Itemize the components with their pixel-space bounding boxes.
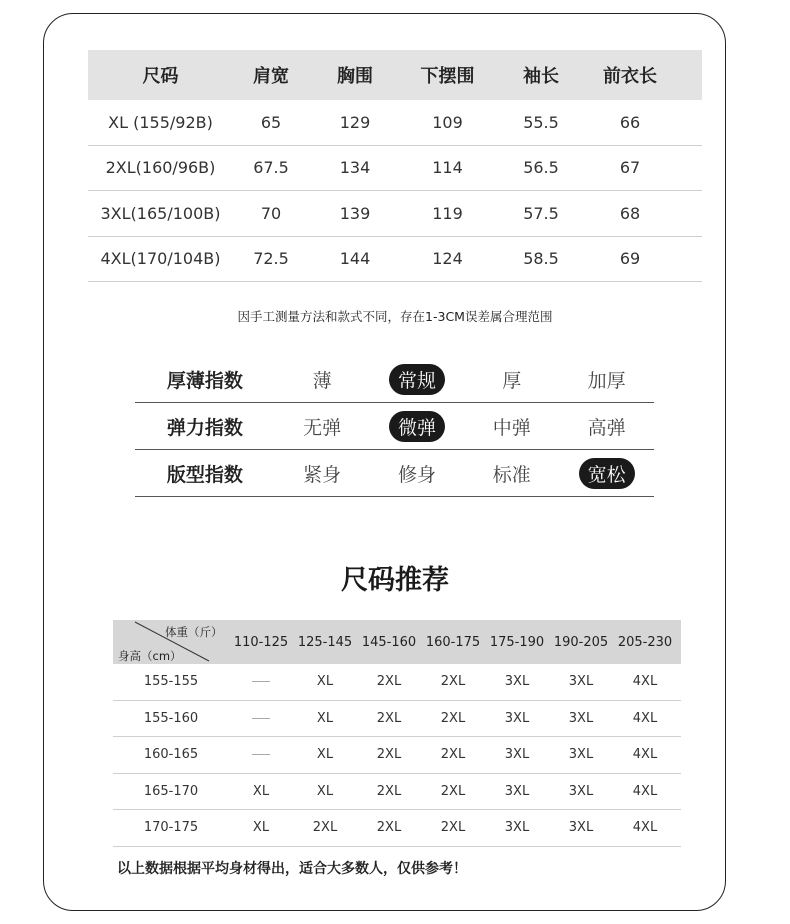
table-cell: 58.5 [523, 249, 559, 269]
size-cell: 2XL [440, 820, 466, 836]
size-cell: 2XL [440, 674, 466, 690]
table-cell: 56.5 [523, 158, 559, 178]
index-option-selected: 常规 [389, 364, 445, 395]
size-cell: 2XL [376, 674, 402, 690]
index-option-selected: 宽松 [579, 458, 635, 489]
table-cell: 69 [619, 249, 641, 269]
table-row [88, 146, 702, 192]
size-cell: 2XL [376, 710, 402, 726]
size-cell: XL [316, 783, 334, 799]
size-cell: XL [252, 820, 270, 836]
header-shoulder: 肩宽 [253, 66, 289, 87]
table-cell: 2XL(160/96B) [105, 158, 216, 178]
weight-range-header: 160-175 [425, 634, 481, 650]
weight-range-header: 125-145 [297, 634, 353, 650]
size-cell: 4XL [632, 783, 658, 799]
dash-icon [252, 718, 270, 719]
table-cell: 65 [260, 112, 282, 132]
table-cell: 109 [432, 112, 463, 132]
index-option: 修身 [397, 463, 436, 486]
fit-index-row [135, 450, 654, 497]
size-cell: 3XL [504, 820, 530, 836]
rec-table-header [113, 620, 681, 664]
table-cell: 119 [432, 203, 463, 223]
size-table-header [88, 50, 702, 100]
index-label: 厚薄指数 [166, 369, 243, 392]
size-cell: XL [252, 783, 270, 799]
size-cell: 3XL [568, 820, 594, 836]
index-option: 紧身 [303, 463, 342, 486]
size-cell: 2XL [440, 710, 466, 726]
table-row [113, 701, 681, 738]
table-row [88, 237, 702, 283]
index-option: 加厚 [587, 369, 626, 392]
size-cell: XL [316, 747, 334, 763]
table-cell: 4XL(170/104B) [100, 249, 221, 269]
disclaimer-note: 以上数据根据平均身材得出，适合大多数人，仅供参考！ [117, 861, 467, 877]
height-axis-label: 身高（cm） [118, 649, 182, 663]
size-table [88, 50, 702, 282]
header-hem: 下摆围 [420, 66, 475, 87]
table-cell: 3XL(165/100B) [100, 203, 221, 223]
size-cell: 4XL [632, 674, 658, 690]
dash-icon [252, 754, 270, 755]
header-sleeve: 袖长 [523, 66, 559, 87]
recommendation-title: 尺码推荐 [341, 565, 449, 596]
height-range-cell: 155-155 [143, 674, 199, 690]
size-cell: 4XL [632, 747, 658, 763]
table-cell: 134 [339, 158, 371, 178]
weight-range-header: 110-125 [233, 634, 289, 650]
size-cell: 3XL [568, 710, 594, 726]
index-option: 标准 [492, 463, 531, 486]
size-cell: 2XL [376, 783, 402, 799]
height-range-cell: 170-175 [143, 820, 199, 836]
table-cell: 144 [339, 249, 371, 269]
thickness-index-row [135, 356, 654, 403]
index-option: 无弹 [303, 416, 342, 439]
empty-cell-dash [229, 674, 293, 689]
weight-range-header: 145-160 [361, 634, 417, 650]
table-cell: 55.5 [523, 112, 559, 132]
measurement-note: 因手工测量方法和款式不同，存在1-3CM误差属合理范围 [237, 309, 553, 324]
elasticity-index-row [135, 403, 654, 450]
height-range-cell: 165-170 [143, 783, 199, 799]
size-cell: 2XL [312, 820, 338, 836]
size-cell: 2XL [376, 747, 402, 763]
size-cell: 3XL [504, 674, 530, 690]
header-chest: 胸围 [337, 66, 373, 87]
table-cell: 114 [432, 158, 463, 178]
size-cell: 2XL [376, 820, 402, 836]
table-row [88, 100, 702, 146]
size-cell: XL [316, 710, 334, 726]
size-cell: 4XL [632, 710, 658, 726]
index-option: 中弹 [492, 416, 531, 439]
index-option-selected: 微弹 [389, 411, 445, 442]
size-cell: 4XL [632, 820, 658, 836]
table-row [113, 737, 681, 774]
size-cell: 3XL [568, 674, 594, 690]
table-row [88, 191, 702, 237]
size-cell: 2XL [440, 783, 466, 799]
table-cell: 57.5 [523, 203, 559, 223]
weight-range-header: 205-230 [617, 634, 673, 650]
table-cell: 129 [339, 112, 371, 132]
size-cell: XL [316, 674, 334, 690]
index-option: 厚 [502, 369, 522, 392]
height-range-cell: 155-160 [143, 710, 199, 726]
header-size: 尺码 [142, 66, 179, 87]
table-row [113, 774, 681, 811]
index-option: 高弹 [587, 416, 626, 439]
fabric-index-panel [135, 356, 654, 497]
size-cell: 3XL [504, 710, 530, 726]
table-cell: 70 [260, 203, 282, 223]
index-option: 薄 [312, 369, 332, 392]
table-cell: 68 [619, 203, 641, 223]
height-range-cell: 160-165 [143, 747, 199, 763]
dash-icon [252, 681, 270, 682]
table-cell: XL (155/92B) [108, 112, 213, 132]
weight-axis-label: 体重（斤） [165, 625, 223, 639]
empty-cell-dash [229, 711, 293, 726]
size-recommendation-table [113, 620, 681, 847]
weight-range-header: 175-190 [489, 634, 545, 650]
table-cell: 124 [432, 249, 463, 269]
index-label: 弹力指数 [166, 416, 243, 439]
table-cell: 72.5 [253, 249, 289, 269]
size-cell: 3XL [568, 747, 594, 763]
table-row [113, 664, 681, 701]
size-cell: 2XL [440, 747, 466, 763]
table-cell: 67.5 [253, 158, 289, 178]
size-cell: 3XL [504, 747, 530, 763]
table-row [113, 810, 681, 847]
index-label: 版型指数 [166, 463, 243, 486]
table-cell: 66 [619, 112, 641, 132]
table-cell: 139 [339, 203, 371, 223]
size-cell: 3XL [568, 783, 594, 799]
table-cell: 67 [619, 158, 641, 178]
size-cell: 3XL [504, 783, 530, 799]
rec-table-corner [113, 620, 229, 664]
header-front-length: 前衣长 [603, 66, 657, 87]
weight-range-header: 190-205 [553, 634, 609, 650]
empty-cell-dash [229, 747, 293, 762]
